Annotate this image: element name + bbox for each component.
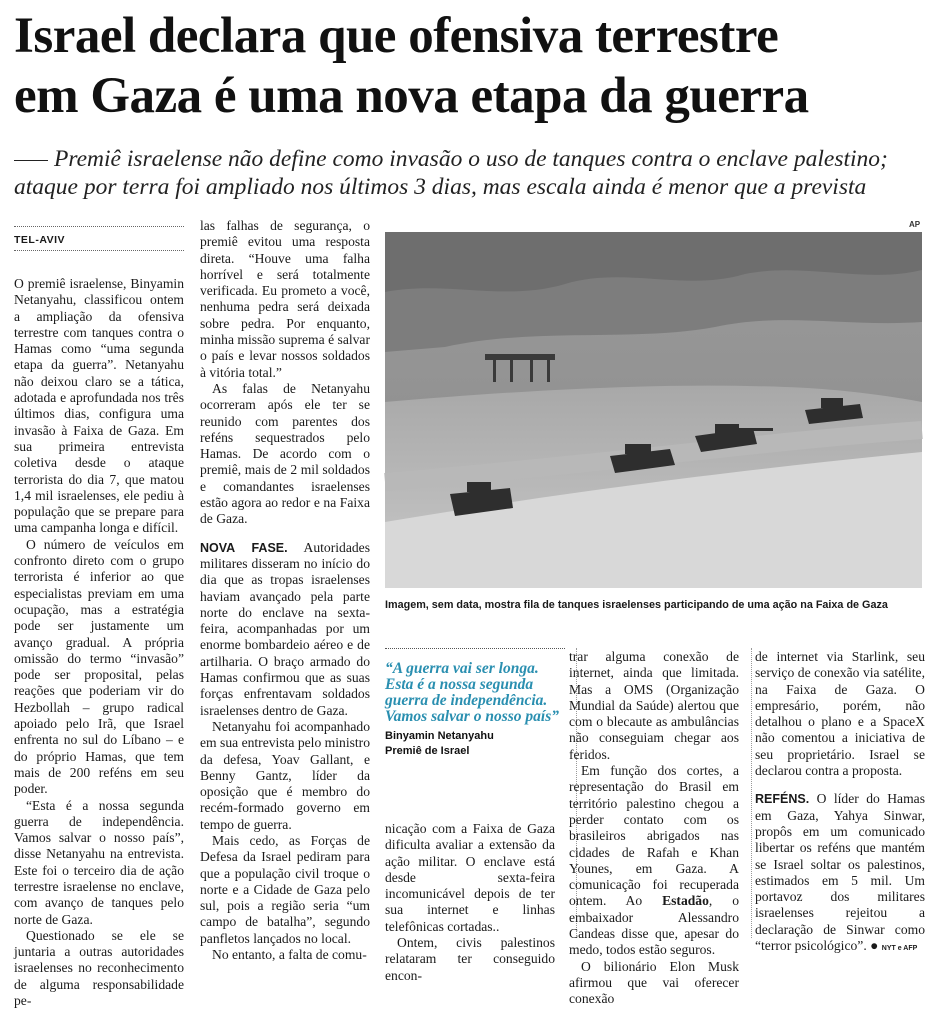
paragraph: las falhas de segurança, o premiê evitou uma resposta direta. “Houve uma falha horrível e será totalmente verificada. Eu prometo a você, nenhuma pedra será deixada sobre pedra. Por enquanto, minha missão suprema é salvar o país e levar nossos soldados à vitória total.”: [200, 218, 370, 380]
headline-line-1: Israel declara que ofensiva terrestre: [14, 8, 779, 64]
article-column-3: [385, 821, 555, 984]
article-column-5: [755, 649, 925, 957]
section-lead: NOVA FASE.: [200, 540, 288, 555]
paragraph: nicação com a Faixa de Gaza dificulta avaliar a extensão da ação militar. O enclave está desde sexta-feira incomunicável depois de ter sua internet e linhas telefônicas cortadas..: [385, 821, 555, 934]
headline: [14, 6, 924, 126]
column-divider: [751, 648, 752, 938]
paragraph: Mais cedo, as Forças de Defesa da Israel pediram para que a população civil troque o norte e a Cidade de Gaza pelo sul, pois a região seria “um campo de batalha”, segundo panfletos lançados no local.: [200, 832, 370, 946]
article-column-2: [200, 218, 370, 963]
dateline: TEL-AVIV: [14, 234, 184, 251]
paragraph: O bilionário Elon Musk afirmou que vai oferecer conexão: [569, 958, 739, 1007]
pull-quote: [385, 648, 565, 759]
section-lead: REFÉNS.: [755, 792, 810, 807]
quote-text: “A guerra vai ser longa. Esta é a nossa segunda guerra de independência. Vamos salvar o nosso país”: [385, 660, 559, 725]
tanks-photo: [385, 232, 922, 588]
quote-role: Premiê de Israel: [385, 745, 470, 757]
photo-credit: AP: [909, 220, 921, 229]
subhead-rule: [14, 160, 48, 161]
sources: NYT e AFP: [881, 945, 918, 953]
paragraph-text: Em função dos cortes, a representação do Brasil em território palestino chegou a perder contato com os brasileiros abrigados nas cidades de Rafah e Khan Younes, em Gaza. A comunicação foi recuperada ontem. Ao: [569, 763, 739, 909]
tanks-photo-illustration: [385, 232, 922, 588]
paragraph: trar alguma conexão de internet, ainda que limitada. Mas a OMS (Organização Mundial da Saúde) alertou que com o blecaute as ambulâncias não conseguiam chegar aos feridos.: [569, 649, 739, 762]
quote-author: Binyamin Netanyahu: [385, 730, 494, 742]
paragraph: No entanto, a falta de comu-: [212, 947, 367, 963]
article-column-4: [569, 649, 739, 1008]
paragraph: O número de veículos em confronto direto com o grupo terrorista é inferior ao que especialistas previam em uma ocupação, mas a estratégia pode ser justamente um avanço gradual. A própria omissão do termo “invasão” pode ser proposital, pelas reações que poderiam vir do Hezbollah – grupo radical apoiado pelo Irã, que Israel enfrenta no sul do Líbano – e do próprio Hamas, que tem mais de 200 reféns em seu poder.: [14, 536, 184, 797]
paragraph-text: , o embaixador Alessandro Candeas disse que, apesar do medo, todos estão seguros.: [569, 893, 740, 958]
paragraph-text: Autoridades militares disseram no início do dia que as tropas israelenses haviam avançado pela parte norte do enclave na sexta-feira, acompanhadas por um enorme bombardeio aéreo e de artilharia. O braço armado do Hamas confirmou que as suas forças enfrentavam soldados israelenses dentro de Gaza.: [200, 539, 370, 718]
section-paragraph-refens: [755, 791, 925, 957]
paragraph: Ontem, civis palestinos relataram ter conseguido encon-: [385, 935, 555, 983]
newspaper-name: Estadão: [662, 893, 709, 909]
subheadline: [14, 145, 924, 201]
end-mark-icon: ●: [870, 938, 879, 954]
paragraph: Questionado se ele se juntaria a outras autoridades israelenses no reconhecimento de alguma responsabilidade pe-: [14, 927, 184, 1009]
subhead-text: Premiê israelense não define como invasão o uso de tanques contra o enclave palestino; ataque por terra foi ampliado nos últimos 3 dias, mas escala ainda é menor que a prevista: [14, 146, 888, 200]
paragraph: “Esta é a nossa segunda guerra de independência. Vamos salvar o nosso país”, disse Netanyahu na entrevista. Este foi o terceiro dia de ação terrestre israelense no enclave, com avanço de tanques pelo norte de Gaza.: [14, 797, 184, 927]
paragraph: Netanyahu foi acompanhado em sua entrevista pelo ministro da defesa, Yoav Gallant, e Benny Gantz, líder da oposição que é membro do recém-formado governo em tempo de guerra.: [200, 718, 370, 832]
paragraph-text: O líder do Hamas em Gaza, Yahya Sinwar, propôs em um comunicado libertar os reféns que mantém se Israel soltar os palestinos, estimados em 5 mil. Um portavoz dos militares israelenses rejeitou a declaração de Sinwar como “terror psicológico”.: [755, 791, 925, 954]
paragraph: O premiê israelense, Binyamin Netanyahu, classificou ontem a ampliação da ofensiva terrestre com tanques contra o Hamas como “uma segunda etapa da guerra”. Netanyahu não deixou claro se a tática, adotada e aprofundada nos três últimos dias, configura uma invasão à Faixa de Gaza. Em sua primeira entrevista coletiva desde o ataque terrorista do dia 7, que matou 1,4 mil israelenses, ele pediu à população que se prepare para uma campanha longa e difícil.: [14, 276, 184, 536]
article-column-1: [14, 276, 184, 1009]
paragraph: As falas de Netanyahu ocorreram após ele ter se reunido com parentes dos reféns sequestrados pelo Hamas. De acordo com o premiê, mais de 2 mil soldados e comandantes israelenses estão agora ao redor e na Faixa de Gaza.: [200, 380, 370, 527]
headline-line-2: em Gaza é uma nova etapa da guerra: [14, 68, 809, 124]
dateline-top-rule: [14, 226, 184, 227]
photo-caption: Imagem, sem data, mostra fila de tanques israelenses participando de uma ação na Faixa de Gaza: [385, 599, 888, 611]
section-paragraph-nova-fase: [200, 540, 370, 719]
paragraph: [569, 763, 739, 959]
paragraph: de internet via Starlink, seu serviço de conexão via satélite, na Faixa de Gaza. O empresário, porém, não detalhou o plano e a SpaceX não comentou a iniciativa de seu proprietário. Israel se declarou contra a proposta.: [755, 649, 925, 779]
